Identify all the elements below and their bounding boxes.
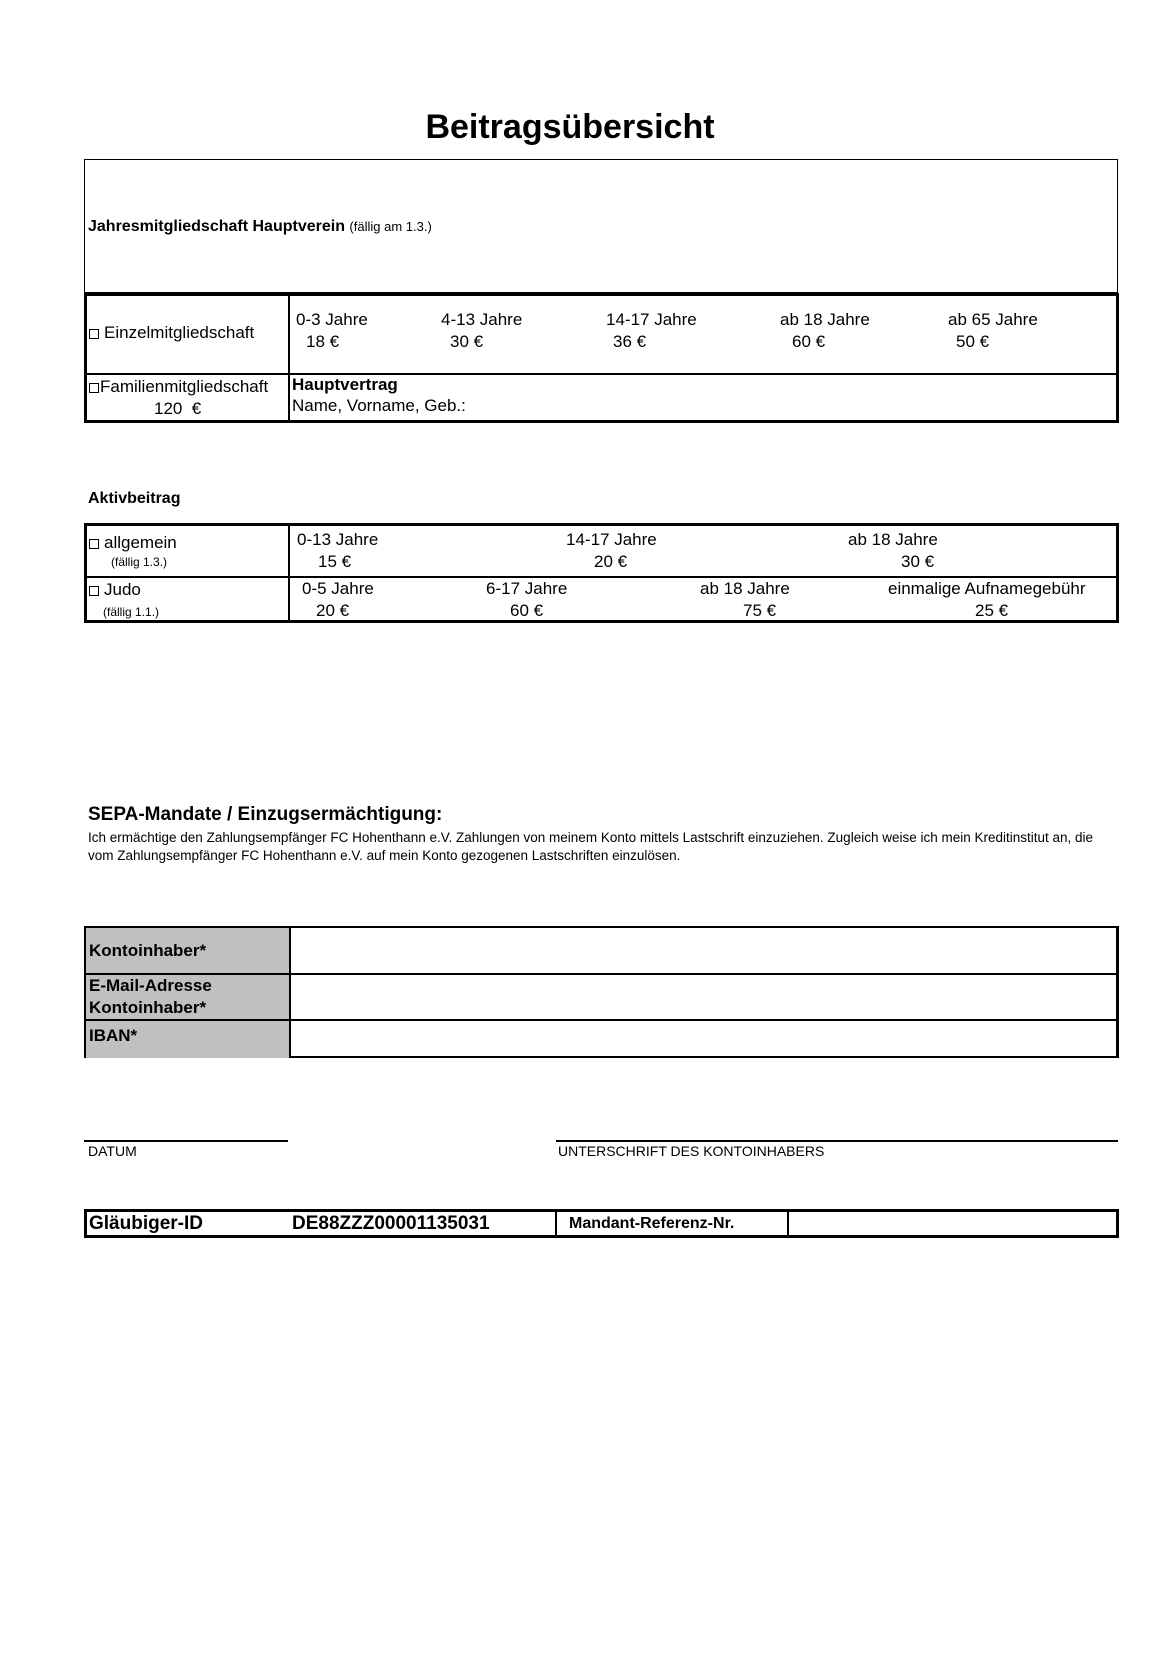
- judo-label: Judo: [104, 580, 141, 599]
- checkbox-allgemein[interactable]: [89, 539, 99, 549]
- bank-details-table: [84, 926, 1119, 1058]
- einzel-age-0: 0-3 Jahre: [296, 310, 368, 329]
- sepa-heading: SEPA-Mandate / Einzugsermächtigung:: [88, 804, 443, 825]
- allgemein-age-2: ab 18 Jahre: [848, 530, 938, 549]
- email-label: [86, 974, 289, 1019]
- judo-note: (fällig 1.1.): [103, 605, 160, 619]
- einzel-label: Einzelmitgliedschaft: [104, 323, 255, 342]
- judo-age-0: 0-5 Jahre: [302, 579, 374, 598]
- email-label-line2: Kontoinhaber*: [89, 998, 207, 1017]
- checkbox-familie[interactable]: [89, 383, 99, 393]
- einzel-age-4: ab 65 Jahre: [948, 310, 1038, 329]
- allgemein-price-2: 30 €: [901, 552, 935, 571]
- allgemein-label: allgemein: [104, 533, 177, 552]
- name-field-label: Name, Vorname, Geb.:: [292, 396, 466, 415]
- signature-line[interactable]: [556, 1140, 1118, 1142]
- iban-label: IBAN*: [86, 1020, 289, 1058]
- membership-heading: [88, 218, 432, 236]
- page-title: Beitragsübersicht: [425, 108, 715, 146]
- hauptvertrag-label: Hauptvertrag: [292, 375, 398, 394]
- allgemein-price-1: 20 €: [594, 552, 628, 571]
- allgemein-note: (fällig 1.3.): [111, 555, 168, 569]
- signature-label: UNTERSCHRIFT DES KONTOINHABERS: [558, 1143, 825, 1159]
- judo-price-1: 60 €: [510, 601, 544, 620]
- allgemein-age-0: 0-13 Jahre: [297, 530, 379, 549]
- creditor-label: Gläubiger-ID: [89, 1213, 204, 1234]
- familie-price: 120 €: [154, 399, 202, 418]
- einzel-price-2: 36 €: [613, 332, 647, 351]
- judo-age-2: ab 18 Jahre: [700, 579, 790, 598]
- mandate-label: Mandant-Referenz-Nr.: [569, 1215, 735, 1232]
- membership-heading-text: Jahresmitgliedschaft Hauptverein: [88, 218, 345, 235]
- sepa-text: Ich ermächtige den Zahlungsempfänger FC Hohenthann e.V. Zahlungen von meinem Konto mittels Lastschrift einzuziehen. Zugleich weise ich mein Kreditinstitut an, die vom Zahlungsempfänger FC Hohenthann e.V. auf mein Konto gezogenen Lastschriften einzulösen.: [88, 830, 1094, 863]
- einzel-price-1: 30 €: [450, 332, 484, 351]
- checkbox-judo[interactable]: [89, 586, 99, 596]
- allgemein-age-1: 14-17 Jahre: [566, 530, 657, 549]
- allgemein-price-0: 15 €: [318, 552, 352, 571]
- judo-option[interactable]: [89, 580, 141, 600]
- aktiv-heading: Aktivbeitrag: [88, 490, 181, 507]
- judo-age-1: 6-17 Jahre: [486, 579, 568, 598]
- familie-label: Familienmitgliedschaft: [100, 377, 269, 396]
- date-label: DATUM: [88, 1143, 137, 1159]
- einzel-age-1: 4-13 Jahre: [441, 310, 523, 329]
- email-field[interactable]: [291, 975, 1116, 1019]
- iban-field[interactable]: [291, 1021, 1116, 1056]
- judo-price-0: 20 €: [316, 601, 350, 620]
- einzel-option[interactable]: [89, 323, 254, 343]
- email-label-line1: E-Mail-Adresse: [89, 976, 212, 995]
- einzel-price-3: 60 €: [792, 332, 826, 351]
- judo-price-2: 75 €: [743, 601, 777, 620]
- einzel-price-0: 18 €: [306, 332, 340, 351]
- mandate-field[interactable]: [790, 1212, 1116, 1235]
- familie-option[interactable]: [89, 377, 268, 397]
- kontoinhaber-label: Kontoinhaber*: [86, 928, 289, 973]
- einzel-age-3: ab 18 Jahre: [780, 310, 870, 329]
- allgemein-option[interactable]: [89, 533, 177, 553]
- kontoinhaber-field[interactable]: [291, 928, 1116, 973]
- creditor-id: DE88ZZZ00001135031: [292, 1213, 490, 1234]
- date-line[interactable]: [84, 1140, 288, 1142]
- einzel-price-4: 50 €: [956, 332, 990, 351]
- judo-age-3: einmalige Aufnamegebühr: [888, 579, 1086, 598]
- judo-price-3: 25 €: [975, 601, 1009, 620]
- einzel-age-2: 14-17 Jahre: [606, 310, 697, 329]
- membership-heading-note: (fällig am 1.3.): [349, 219, 432, 234]
- checkbox-einzel[interactable]: [89, 329, 99, 339]
